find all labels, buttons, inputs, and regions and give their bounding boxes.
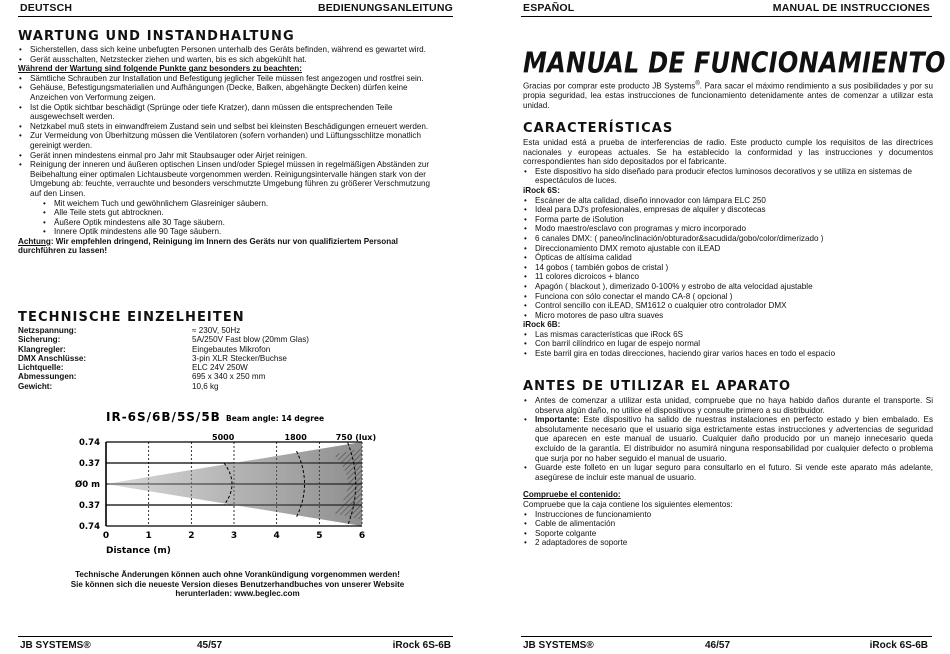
- x-axis-label: Distance (m): [106, 546, 171, 556]
- spec-label: Gewicht:: [18, 381, 53, 391]
- list-item: • Las mismas características que iRock 6S: [523, 330, 933, 340]
- note-line-2: Sie können sich die neueste Version dieses Benutzerhandbuches von unserer Website: [70, 579, 405, 589]
- spec-row: [18, 326, 309, 335]
- antes-text: [523, 396, 933, 548]
- footer-brand: JB SYSTEMS®: [523, 640, 594, 651]
- list-item: • 14 gobos ( también gobos de cristal ): [523, 263, 933, 273]
- spec-value: Eingebautes Mikrofon: [192, 344, 271, 354]
- x-tick-label: 2: [188, 531, 195, 541]
- x-tick-label: 5: [316, 531, 323, 541]
- list-item: • Soporte colgante: [523, 529, 933, 539]
- x-tick-label: 4: [273, 531, 280, 541]
- y-tick-label: 0.74: [79, 522, 100, 532]
- list-item: • 6 canales DMX: ( paneo/inclinación/obturador&sacudida/gobo/color/dimerizado ): [523, 234, 933, 244]
- list-item: • Netzkabel muß stets in einwandfreiem Zustand sein und selbst bei kleinsten Beschädigungen erneuert werden.: [18, 122, 436, 132]
- list-item: • Reinigung der inneren und äußeren optischen Linsen und/oder Spiegel müssen in regelmäßigen Abständen zur Beibehaltung einer optimalen Lichtausbeute vorgenommen werden. Reinigungsintervalle hängen stark von der Umgebung ab: feuchte, verrauchte und besonders verschmutzte Umgebung führen zu größerer Verschmutzung auf den Linsen.: [18, 160, 436, 198]
- x-tick-label: 6: [358, 531, 366, 541]
- footer-page-number: 45/57: [197, 640, 223, 651]
- list-item: • Alle Teile stets gut abtrocknen.: [42, 208, 436, 218]
- footnote: [0, 570, 475, 599]
- spec-row: [18, 354, 309, 363]
- spec-value: 5A/250V Fast blow (20mm Glas): [192, 335, 309, 345]
- list-item: • Modo maestro/esclavo con programas y micro incorporado: [523, 224, 933, 234]
- list-item: • Ópticas de altísima calidad: [523, 253, 933, 263]
- wartung-text: [18, 45, 436, 256]
- beam-chart: [22, 408, 402, 556]
- x-ticks: [103, 531, 365, 541]
- spec-row: [18, 382, 309, 391]
- list-item: • Funciona con sólo conectar el mando CA-8 ( opcional ): [523, 292, 933, 302]
- spec-row: [18, 345, 309, 354]
- compruebe-text: Compruebe que la caja contiene los siguientes elementos:: [523, 499, 733, 509]
- importante-label: Importante:: [535, 415, 580, 425]
- lux-label: 750 (lux): [335, 433, 377, 442]
- list-item: • 2 adaptadores de soporte: [523, 538, 933, 548]
- header-manual-title: MANUAL DE INSTRUCCIONES: [772, 2, 930, 14]
- list-item: • Gerät innen mindestens einmal pro Jahr mit Staubsauger oder Airjet reinigen.: [18, 151, 436, 161]
- irock6s-list: [523, 196, 933, 321]
- caracteristicas-text: [523, 138, 933, 359]
- list-item: • Este dispositivo ha sido diseñado para producir efectos luminosos decorativos y se utiliza en sistemas de espectáculos de luces.: [523, 167, 933, 186]
- list-item: • Con barril cilíndrico en lugar de espejo normal: [523, 339, 933, 349]
- section-title-technik: TECHNISCHE EINZELHEITEN: [18, 310, 245, 325]
- list-item: • Zur Vermeidung von Überhitzung müssen die Ventilatoren (sofern vorhanden) und Lüftungsschlitze monatlich gereinigt werden.: [18, 131, 436, 150]
- list-item: • Escáner de alta calidad, diseño innovador con lámpara ELC 250: [523, 196, 933, 206]
- importante-text: Este dispositivo ha salido de nuestras instalaciones en perfecto estado y bien embalado. Es absolutamente necesario que el usuario siga estrictamente estas instrucciones y advertencias de seguridad que aparecen en este manual de usuario. Cualquier daño producido por un manejo innecesario queda excluido de la garantía. El distribuidor no asumirá ninguna responsabilidad por cualquier defecto o problema que surja por no haber seguido el manual de usuario.: [535, 415, 933, 463]
- list-item: • Ist die Optik sichtbar beschädigt (Sprünge oder tiefe Kratzer), dann müssen die entsprechenden Teile ausgewechselt werden.: [18, 103, 436, 122]
- spec-label: Lichtquelle:: [18, 363, 64, 373]
- header-rule: [18, 16, 453, 17]
- footer-product: iRock 6S-6B: [392, 640, 451, 651]
- list-item: • Cable de alimentación: [523, 519, 933, 529]
- list-item: • Guarde este folleto en un lugar seguro para consultarlo en el futuro. Si vende este aparato más adelante, asegúrese de incluir este manual de usuario.: [523, 463, 933, 482]
- list-item: • 11 colores dicroicos + blanco: [523, 272, 933, 282]
- lux-label: 5000: [212, 433, 235, 442]
- y-tick-label: 0.74: [79, 438, 100, 448]
- spec-label: Netzspannung:: [18, 326, 77, 335]
- list-item: • Apagón ( blackout ), dimerizado 0-100% y estrobo de alta velocidad ajustable: [523, 282, 933, 292]
- section-title-caracteristicas: CARACTERÍSTICAS: [523, 121, 674, 136]
- compruebe-heading: Compruebe el contenido:: [523, 490, 621, 500]
- section-title-wartung: WARTUNG UND INSTANDHALTUNG: [18, 29, 295, 44]
- chart-subtitle: Beam angle: 14 degree: [226, 414, 325, 423]
- wartung-list-1: [18, 45, 436, 64]
- footer-brand: JB SYSTEMS®: [20, 640, 91, 651]
- list-item: • Instrucciones de funcionamiento: [523, 510, 933, 520]
- spec-label: DMX Anschlüsse:: [18, 353, 87, 363]
- y-ticks: [75, 438, 100, 532]
- spec-label: Klangregler:: [18, 344, 66, 354]
- x-tick-label: 3: [230, 531, 238, 541]
- wartung-list-3: [42, 199, 436, 237]
- y-tick-label: Ø0 m: [75, 480, 100, 490]
- list-item: • Control sencillo con iLEAD, SM1612 o cualquier otro controlador DMX: [523, 301, 933, 311]
- list-item: • Antes de comenzar a utilizar esta unidad, compruebe que no haya habido daños durante el transporte. Si observa algún daño, no utilice el dispositivos y consulte primero a su distribuidor.: [523, 396, 933, 415]
- spec-label: Sicherung:: [18, 335, 61, 345]
- chart-title: IR-6S/6B/5S/5B: [106, 410, 221, 424]
- spec-row: [18, 363, 309, 372]
- list-item: • Ideal para DJ's profesionales, empresas de alquiler y discotecas: [523, 205, 933, 215]
- intro-part-2: . Para sacar el máximo rendimiento a sus posibilidades y por su propia seguridad, lea estas instrucciones de funcionamiento detenidamente antes de comenzar a utilizar esta unidad.: [523, 81, 933, 110]
- y-tick-label: 0.37: [79, 501, 100, 511]
- spec-row: [18, 335, 309, 344]
- list-item: • Este barril gira en todas direcciones, haciendo girar varios haces en todo el espacio: [523, 349, 933, 359]
- right-page: [475, 0, 950, 654]
- wartung-subheading: Während der Wartung sind folgende Punkte ganz besonders zu beachten:: [18, 64, 302, 74]
- y-tick-label: 0.37: [79, 459, 100, 469]
- list-item: • Innere Optik mindestens alle 90 Tage säubern.: [42, 227, 436, 237]
- spec-table: [18, 326, 309, 391]
- achtung-text: : Wir empfehlen dringend, Reinigung im Innern des Geräts nur von qualifiziertem Personal durchführen zu lassen!: [18, 236, 398, 256]
- achtung-note: [18, 237, 436, 256]
- list-item: • Sicherstellen, dass sich keine unbefugten Personen unterhalb des Geräts befinden, während es gewartet wird.: [18, 45, 436, 55]
- spec-value: ELC 24V 250W: [192, 363, 248, 373]
- caracteristicas-list: [523, 167, 933, 186]
- list-item: • Direccionamiento DMX remoto ajustable con iLEAD: [523, 244, 933, 254]
- list-item: [523, 415, 933, 463]
- spec-value: 3-pin XLR Stecker/Buchse: [192, 353, 287, 363]
- footer-page-number: 46/57: [705, 640, 731, 651]
- antes-list: [523, 396, 933, 482]
- section-title-antes: ANTES DE UTILIZAR EL APARATO: [523, 379, 792, 394]
- spec-row: [18, 372, 309, 381]
- wartung-list-2: [18, 74, 436, 199]
- page-title: MANUAL DE FUNCIONAMIENTO: [523, 46, 946, 80]
- note-line-3: herunterladen: www.beglec.com: [175, 589, 300, 599]
- list-item: • Micro motores de paso ultra suaves: [523, 311, 933, 321]
- header-language: ESPAÑOL: [523, 2, 575, 14]
- irock6b-label: iRock 6B:: [523, 320, 561, 330]
- note-line-1: Technische Änderungen können auch ohne Vorankündigung vorgenommen werden!: [75, 570, 400, 579]
- x-tick-label: 0: [102, 531, 110, 541]
- footer-product: iRock 6S-6B: [869, 640, 928, 651]
- list-item: • Äußere Optik mindestens alle 30 Tage säubern.: [42, 218, 436, 228]
- spec-value: ≈ 230V, 50Hz: [192, 326, 241, 335]
- spec-value: 10,6 kg: [192, 381, 219, 391]
- header-manual-title: BEDIENUNGSANLEITUNG: [317, 2, 453, 14]
- irock6b-list: [523, 330, 933, 359]
- irock6s-label: iRock 6S:: [523, 185, 560, 195]
- registered-mark: ®: [695, 81, 700, 87]
- list-item: • Forma parte de iSolution: [523, 215, 933, 225]
- spec-label: Abmessungen:: [18, 372, 77, 382]
- lux-label: 1800: [284, 433, 307, 442]
- achtung-label: Achtung: [18, 236, 51, 246]
- list-item: • Gehäuse, Befestigungsmaterialien und Aufhängungen (Decke, Balken, abgehängte Decken) dürfen keine Anzeichen von Verformung zeigen.: [18, 83, 436, 102]
- footer-rule: [18, 636, 453, 637]
- caracteristicas-intro: Esta unidad está a prueba de interferencias de radio. Este producto cumple los requisitos de las directrices nacionales y europeas actuales. Se ha establecido la conformidad y las instrucciones y documentos correspondientes han sido depositados por el fabricante.: [523, 138, 933, 167]
- list-item: • Sämtliche Schrauben zur Installation und Befestigung jeglicher Teile müssen fest angezogen und rostfrei sein.: [18, 74, 436, 84]
- x-tick-label: 1: [145, 531, 152, 541]
- list-item: • Gerät ausschalten, Netzstecker ziehen und warten, bis es sich abgekühlt hat.: [18, 55, 436, 65]
- intro-part-1: Gracias por comprar este producto JB Systems: [523, 81, 696, 91]
- list-item: • Mit weichem Tuch und gewöhnlichem Glasreiniger säubern.: [42, 199, 436, 209]
- header-language: DEUTSCH: [20, 2, 73, 14]
- footer-rule: [521, 636, 932, 637]
- intro-text: [523, 80, 933, 110]
- header-rule: [521, 16, 932, 17]
- contenido-list: [523, 510, 933, 548]
- spec-value: 695 x 340 x 250 mm: [192, 372, 266, 382]
